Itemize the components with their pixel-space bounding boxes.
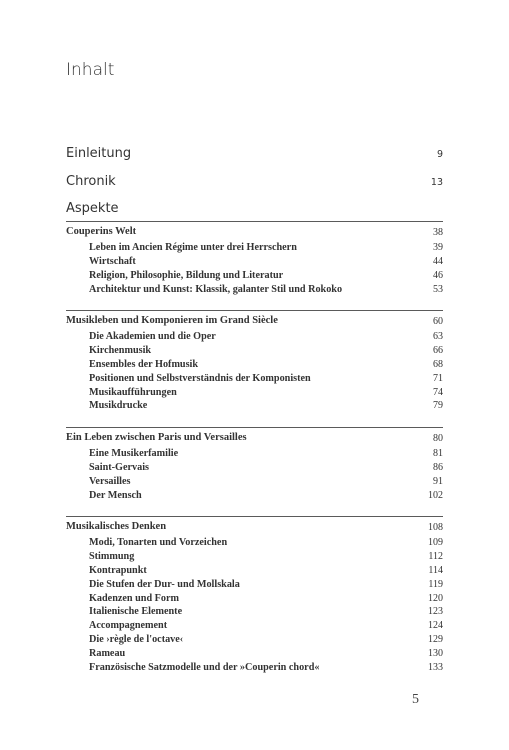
subentry-page: 102 [428,489,443,501]
subentry-label: Die Akademien und die Oper [89,331,216,342]
subentry-page: 66 [433,344,443,356]
subentry-page: 119 [428,578,443,590]
subentry-label: Der Mensch [89,489,142,501]
toc-entry-einleitung [66,146,443,164]
subentry-page: 91 [433,475,443,487]
page-title: Inhalt [66,60,115,80]
subentry-label: Kirchenmusik [89,344,152,356]
subentry-label: Französische Satzmodelle und der »Couperin chord« [89,662,320,674]
subentry-page: 129 [428,634,443,646]
section-title: Musikleben und Komponieren im Grand Siècle [66,315,278,326]
subentry-label: Musikdrucke [89,400,148,412]
section-header [66,427,443,448]
section-title: Musikalisches Denken [66,521,167,532]
subentry-page: 79 [433,400,443,412]
toc-subentry [66,490,443,504]
subentry-page: 46 [433,269,443,281]
subentry-page: 74 [433,386,443,398]
toc-entry-page: 9 [436,149,443,160]
toc-subentry [66,345,443,359]
toc-section-couperins-welt [66,221,443,298]
section-page: 108 [428,522,443,533]
subentry-page: 120 [428,592,443,604]
toc-entry-label: Chronik [66,174,116,189]
toc-section-paris-versailles [66,427,443,504]
subentry-label: Italienische Elemente [89,606,183,618]
toc-subentry [66,242,443,256]
toc-section-musikalisches-denken [66,516,443,676]
toc-entry-page: 13 [430,177,443,188]
subentry-label: Rameau [89,648,126,660]
section-header [66,516,443,537]
subentry-label: Stimmung [89,550,135,562]
subentry-page: 124 [428,620,443,632]
subentry-label: Positionen und Selbstverständnis der Komponisten [89,372,311,384]
subentry-page: 71 [433,372,443,384]
subentry-page: 112 [428,550,443,562]
subentry-page: 68 [433,358,443,370]
section-header [66,221,443,242]
subentry-page: 86 [433,461,443,473]
toc-section-musikleben [66,310,443,414]
subentry-label: Kontrapunkt [89,564,147,576]
toc-subentry [66,359,443,373]
toc-subentry [66,593,443,607]
subentry-label: Leben im Ancien Régime unter drei Herrschern [89,242,297,253]
aspekte-heading: Aspekte [66,201,119,216]
section-title: Ein Leben zwischen Paris und Versailles [66,432,247,443]
subentry-label: Architektur und Kunst: Klassik, galanter Stil und Rokoko [89,283,343,295]
toc-subentry [66,400,443,414]
toc-subentry [66,387,443,401]
subentry-page: 123 [428,606,443,618]
toc-entry-chronik [66,174,443,192]
toc-subentry [66,579,443,593]
toc-subentry [66,537,443,551]
subentry-page: 63 [433,331,443,342]
toc-subentry [66,634,443,648]
section-page: 60 [433,316,443,327]
subentry-label: Kadenzen und Form [89,592,179,604]
toc-subentry [66,284,443,298]
subentry-page: 39 [433,242,443,253]
subentry-page: 114 [428,564,443,576]
subentry-page: 44 [433,255,443,267]
toc-subentry [66,662,443,676]
toc-entry-label: Einleitung [66,146,132,161]
subentry-page: 81 [433,448,443,459]
toc-subentry [66,551,443,565]
toc-subentry [66,448,443,462]
toc-subentry [66,256,443,270]
toc-subentry [66,373,443,387]
toc-subentry [66,620,443,634]
section-title: Couperins Welt [66,226,137,237]
subentry-page: 53 [433,283,443,295]
subentry-label: Versailles [89,475,131,487]
subentry-page: 130 [428,648,443,660]
toc-subentry [66,270,443,284]
subentry-label: Musikaufführungen [89,386,177,398]
subentry-label: Ensembles der Hofmusik [89,358,199,370]
subentry-label: Accompagnement [89,620,168,632]
subentry-label: Modi, Tonarten und Vorzeichen [89,537,228,548]
subentry-page: 109 [428,537,443,548]
subentry-page: 133 [428,662,443,674]
toc-subentry [66,606,443,620]
subentry-label: Die Stufen der Dur- und Mollskala [89,578,240,590]
toc-subentry [66,565,443,579]
page-number: 5 [412,692,419,707]
subentry-label: Religion, Philosophie, Bildung und Literatur [89,269,284,281]
toc-subentry [66,462,443,476]
section-header [66,310,443,331]
toc-subentry [66,476,443,490]
subentry-label: Saint-Gervais [89,461,149,473]
subentry-label: Wirtschaft [89,255,136,267]
section-page: 38 [433,227,443,238]
toc-subentry [66,331,443,345]
toc-subentry [66,648,443,662]
subentry-label: Die ›règle de l'octave‹ [89,634,184,646]
section-page: 80 [433,433,443,444]
subentry-label: Eine Musikerfamilie [89,448,179,459]
